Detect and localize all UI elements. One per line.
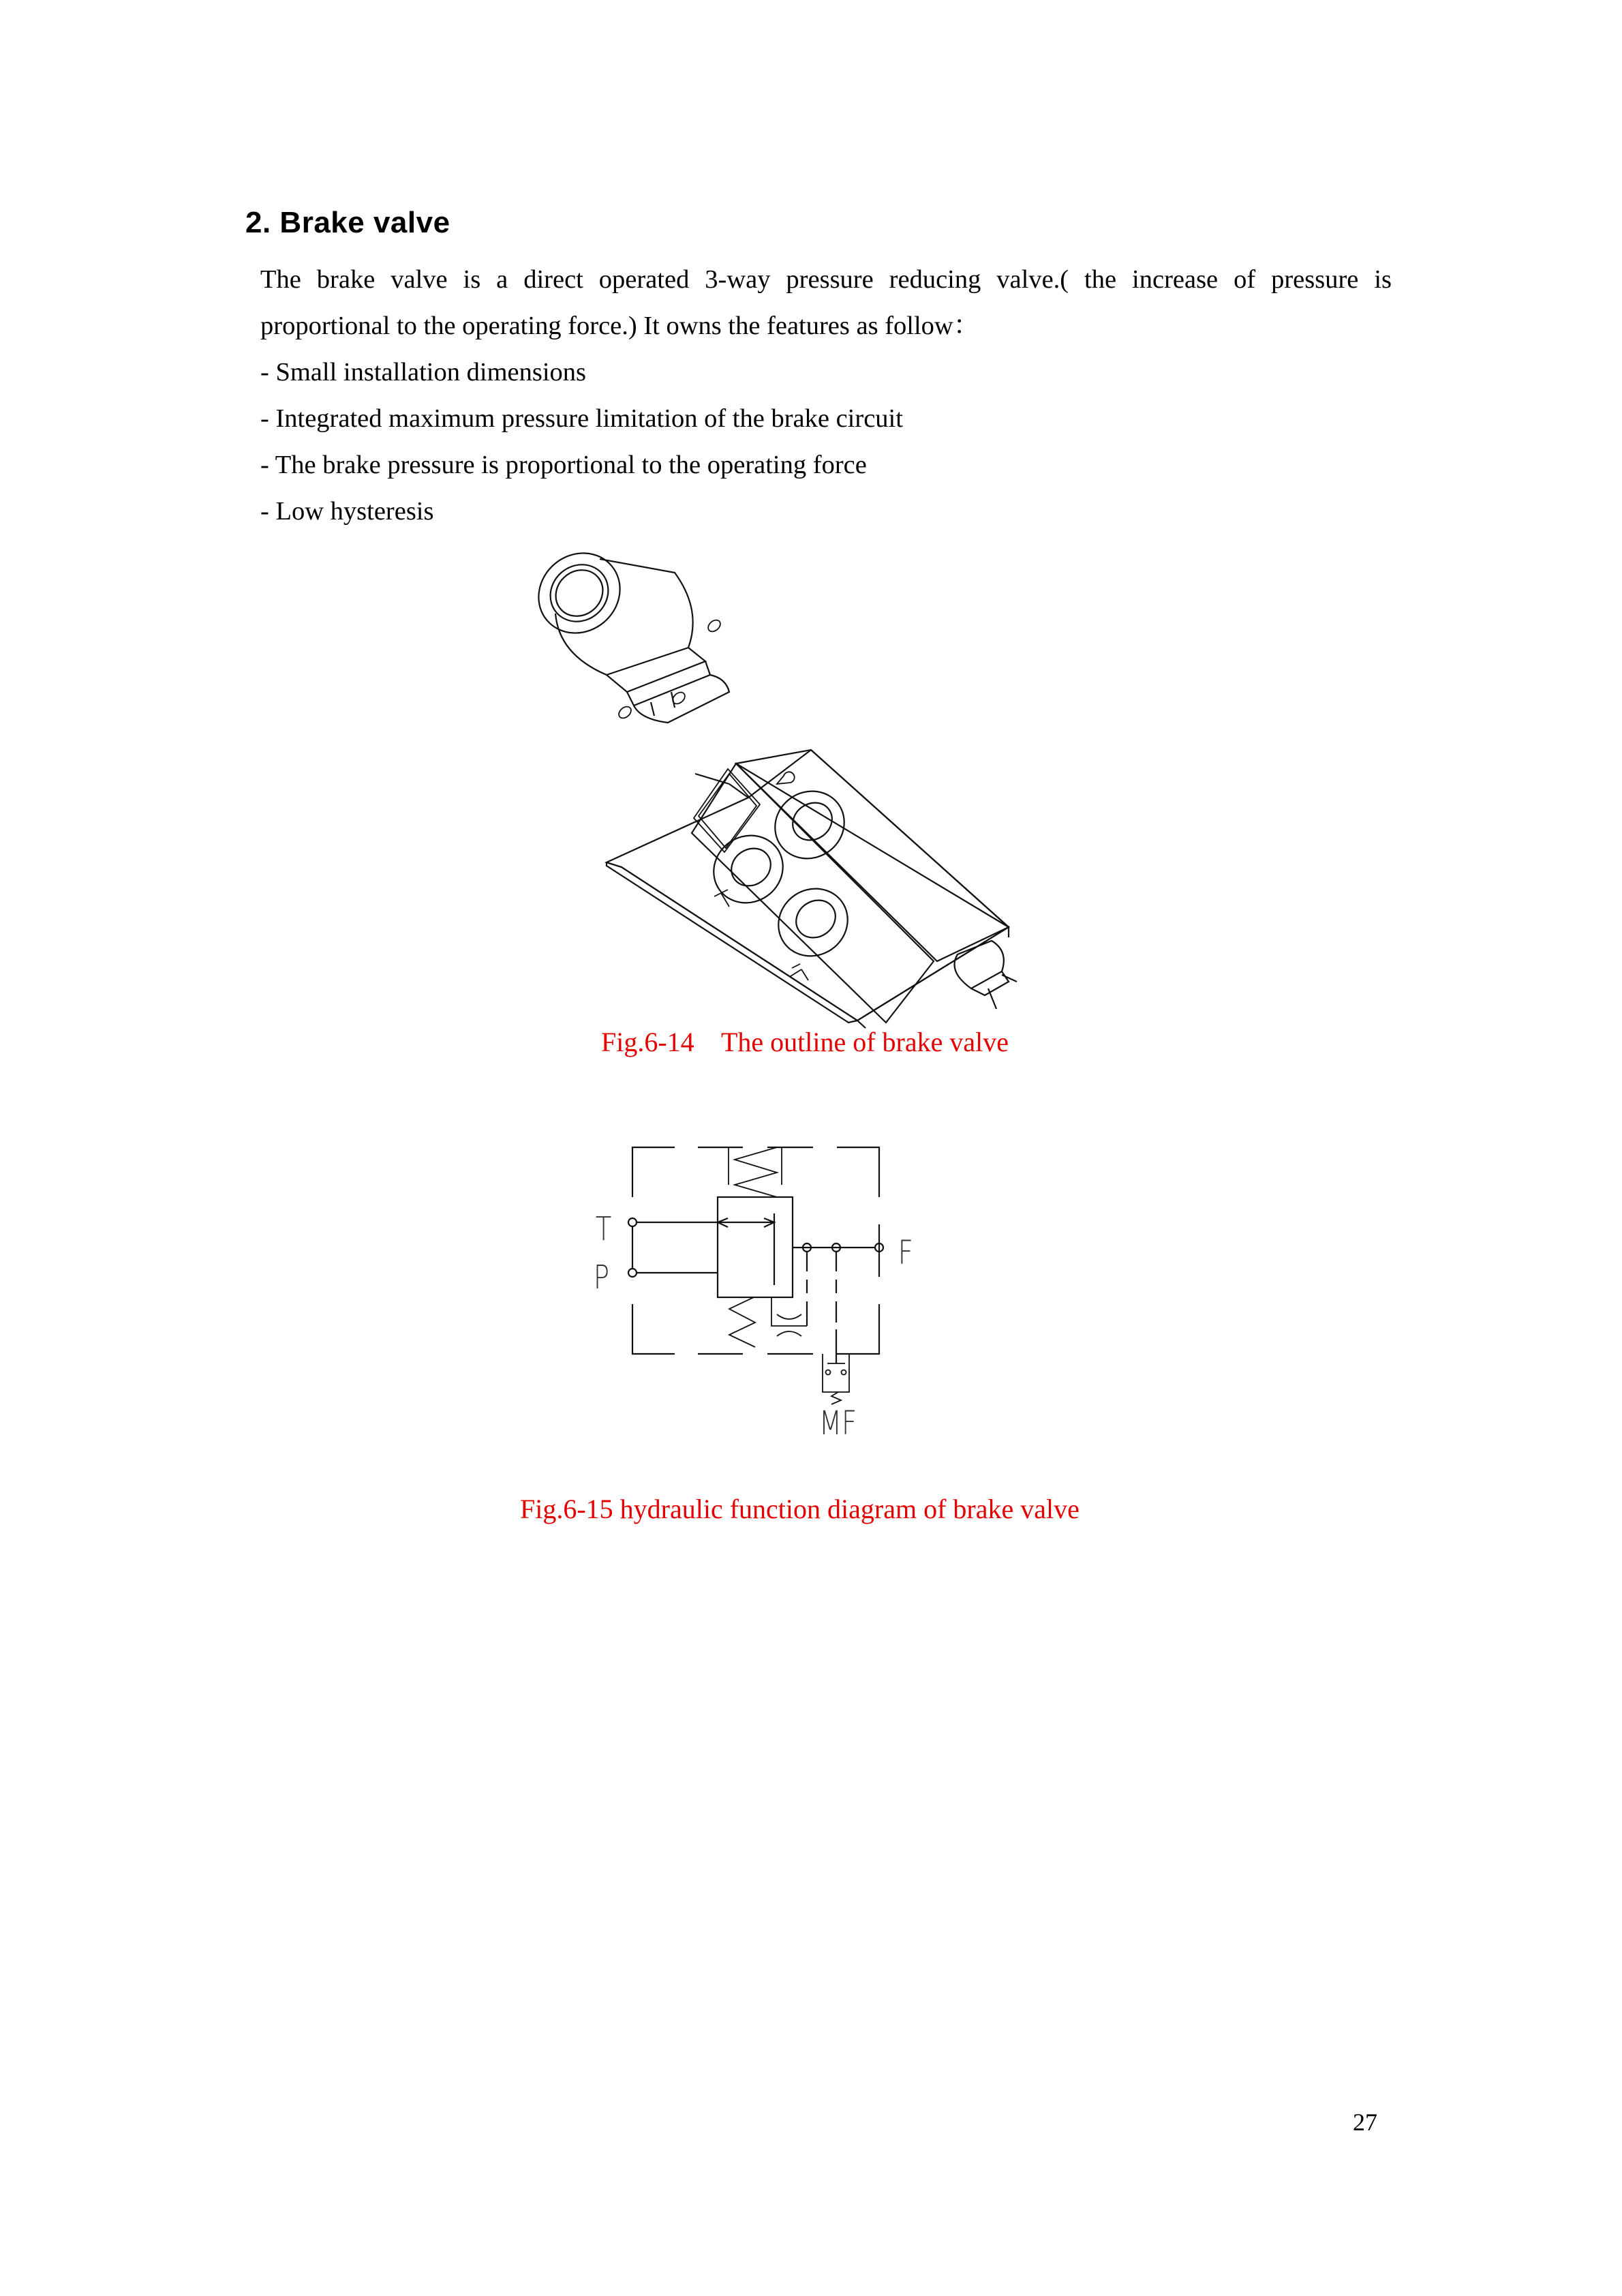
fig-6-14-caption: Fig.6-14 The outline of brake valve [601, 1027, 1009, 1057]
port-p [762, 778, 857, 872]
feature-item: - Integrated maximum pressure limitation of the brake circuit [260, 404, 903, 433]
port-t [701, 822, 796, 916]
hydraulic-function-diagram [572, 1125, 1050, 1466]
orifice [771, 1297, 807, 1336]
page-number: 27 [1353, 2109, 1377, 2136]
tp-lines [628, 1218, 718, 1277]
port-label-f [791, 964, 808, 980]
actuator-head [523, 537, 729, 723]
port-label-mf: MF [818, 1404, 857, 1442]
port-label-p: P [593, 1258, 610, 1297]
feature-item: - The brake pressure is proportional to the operating force [260, 451, 867, 479]
brake-valve-outline-drawing [532, 545, 1077, 1023]
intro-paragraph-line-1: The brake valve is a direct operated 3-way pressure reducing valve.( the increase of pressure is [260, 265, 1392, 294]
top-spring [729, 1147, 782, 1197]
f-line [793, 1243, 883, 1363]
intro-paragraph-line-2: proportional to the operating force.) It owns the features as follow： [260, 312, 980, 340]
feature-item: - Small installation dimensions [260, 358, 587, 387]
nameplate [694, 769, 760, 852]
fig-6-15-caption: Fig.6-15 hydraulic function diagram of brake valve [520, 1494, 1080, 1524]
valve-spool [718, 1197, 793, 1297]
port-label-t: T [595, 1210, 612, 1248]
port-label-f: F [898, 1234, 913, 1272]
section-heading: 2. Brake valve [245, 206, 450, 239]
port-f [765, 875, 861, 969]
feature-item: - Low hysteresis [260, 497, 434, 526]
electrical-connector [955, 941, 1017, 1009]
bottom-spring [729, 1297, 755, 1347]
